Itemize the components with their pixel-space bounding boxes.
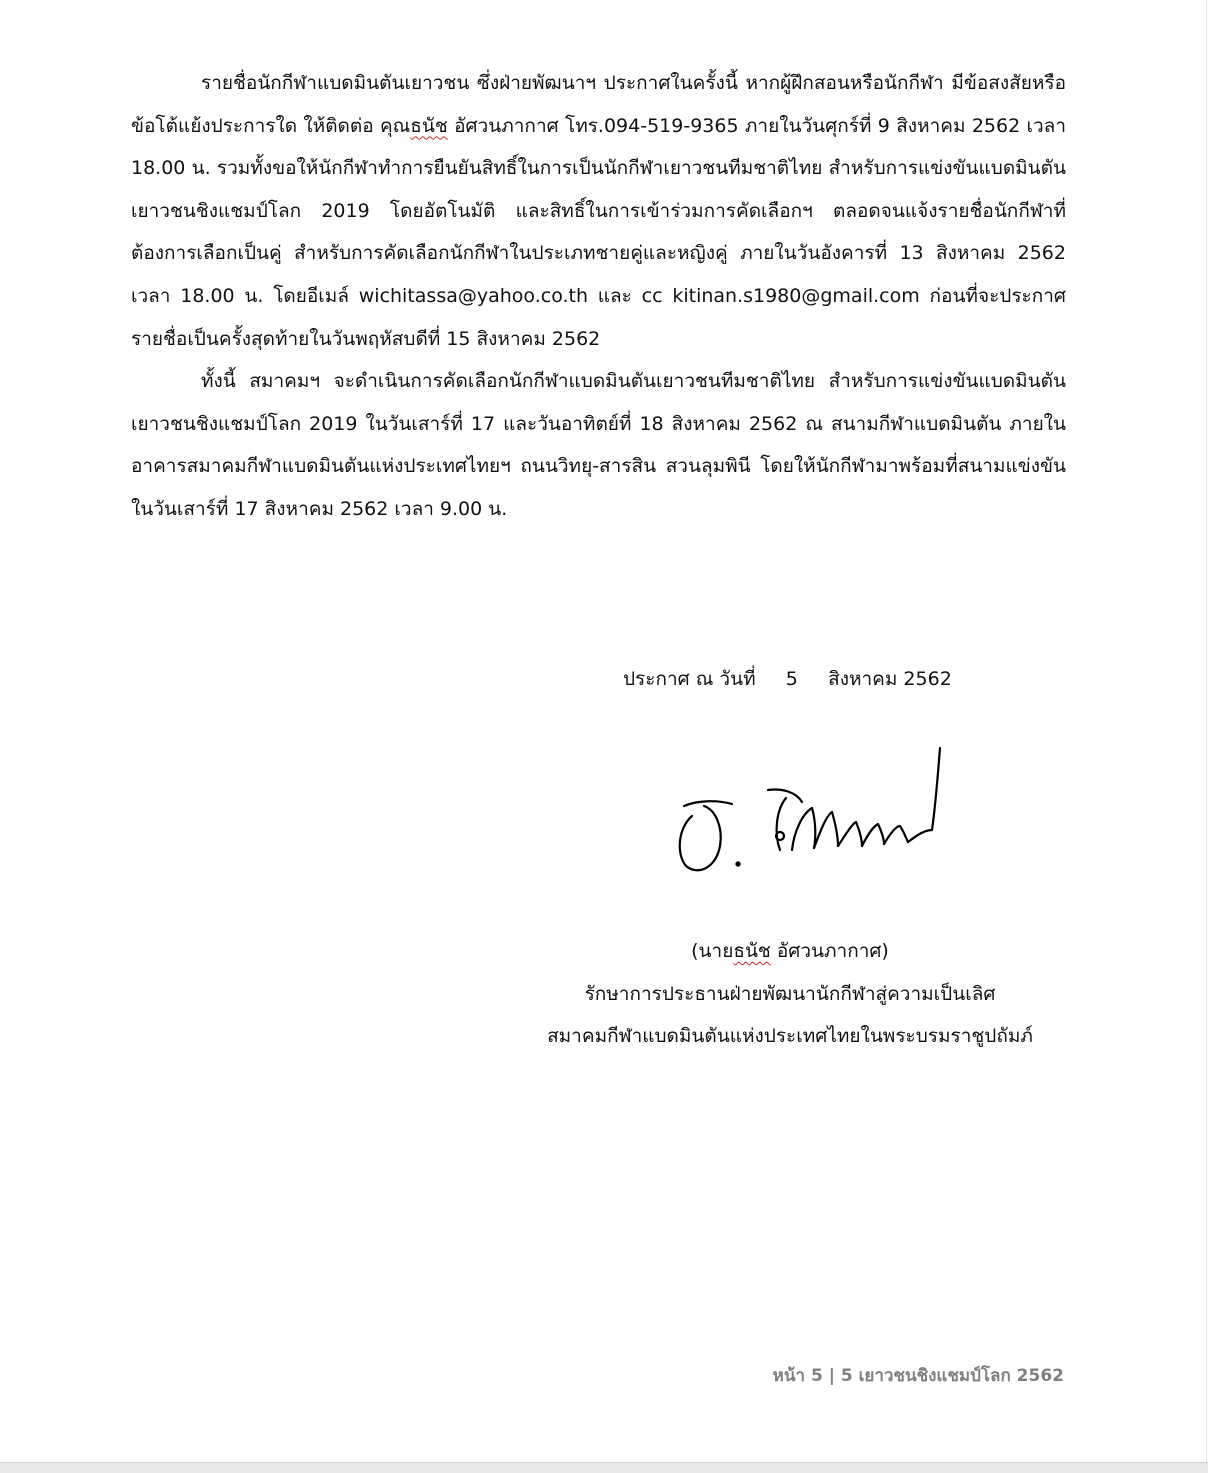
handwritten-signature: [670, 742, 960, 882]
paragraph-selection: ทั้งนี้ สมาคมฯ จะดำเนินการคัดเลือกนักกีฬาแบดมินตันเยาวชนทีมชาติไทย สำหรับการแข่งขันแบดมินตันเยาวชนชิงแชมป์โลก 2019 ในวันเสาร์ที่ 17 และวันอาทิตย์ที่ 18 สิงหาคม 2562 ณ สนามกีฬาแบดมินตัน ภายในอาคารสมาคมกีฬาแบดมินตันแห่งประเทศไทยฯ ถนนวิทยุ-สารสิน สวนลุมพินี โดยให้นักกีฬามาพร้อมที่สนามแข่งขัน ในวันเสาร์ที่ 17 สิงหาคม 2562 เวลา 9.00 น.: [131, 370, 1066, 520]
paragraph-contact-text-1: รายชื่อนักกีฬาแบดมินตันเยาวชน ซึ่งฝ่ายพัฒนาฯ ประกาศในครั้งนี้ หากผู้ฝึกสอนหรือนักกีฬา มีข้อสงสัยหรือข้อโต้แย้งประการใด ให้ติดต่อ คุณ: [131, 72, 1066, 137]
document-body: [131, 62, 1066, 531]
paragraph-contact-text-2: อัศวนภากาศ โทร.094-519-9365 ภายในวันศุกร์ที่ 9 สิงหาคม 2562 เวลา 18.00 น. รวมทั้งขอให้นักกีฬาทำการยืนยันสิทธิ์ในการเป็นนักกีฬาเยาวชนทีมชาติไทย สำหรับการแข่งขันแบดมินตันเยาวชนชิงแชมป์โลก 2019 โดยอัตโนมัติ และสิทธิ์ในการเข้าร่วมการคัดเลือกฯ ตลอดจนแจ้งรายชื่อนักกีฬาที่ต้องการเลือกเป็นคู่ สำหรับการคัดเลือกนักกีฬาในประเภทชายคู่และหญิงคู่ ภายในวันอังคารที่ 13 สิงหาคม 2562 เวลา 18.00 น. โดยอีเมล์ wichitassa@yahoo.co.th และ cc kitinan.s1980@gmail.com ก่อนที่จะประกาศรายชื่อเป็นครั้งสุดท้ายในวันพฤหัสบดีที่ 15 สิงหาคม 2562: [131, 114, 1066, 350]
signatory-firstname: ธนัช: [733, 940, 771, 962]
viewer-bottom-bar: [0, 1462, 1208, 1473]
contact-firstname: ธนัช: [410, 114, 448, 137]
page-footer: หน้า 5 | 5 เยาวชนชิงแชมป์โลก 2562: [772, 1366, 1064, 1386]
paragraph-contact: [131, 62, 1066, 360]
date-day: 5: [785, 668, 798, 690]
date-month-year: สิงหาคม 2562: [828, 668, 952, 690]
signatory-block: [510, 930, 1070, 1058]
signatory-organization: สมาคมกีฬาแบดมินตันแห่งประเทศไทยในพระบรมราชูปถัมภ์: [547, 1025, 1033, 1047]
signatory-name-title: (นาย: [691, 940, 734, 962]
announcement-date: [623, 662, 952, 696]
signatory-surname: อัศวนภากาศ): [770, 940, 889, 962]
signatory-name: [510, 930, 1070, 973]
date-prefix: ประกาศ ณ วันที่: [623, 668, 756, 690]
signatory-position: รักษาการประธานฝ่ายพัฒนานักกีฬาสู่ความเป็นเลิศ: [584, 982, 996, 1005]
